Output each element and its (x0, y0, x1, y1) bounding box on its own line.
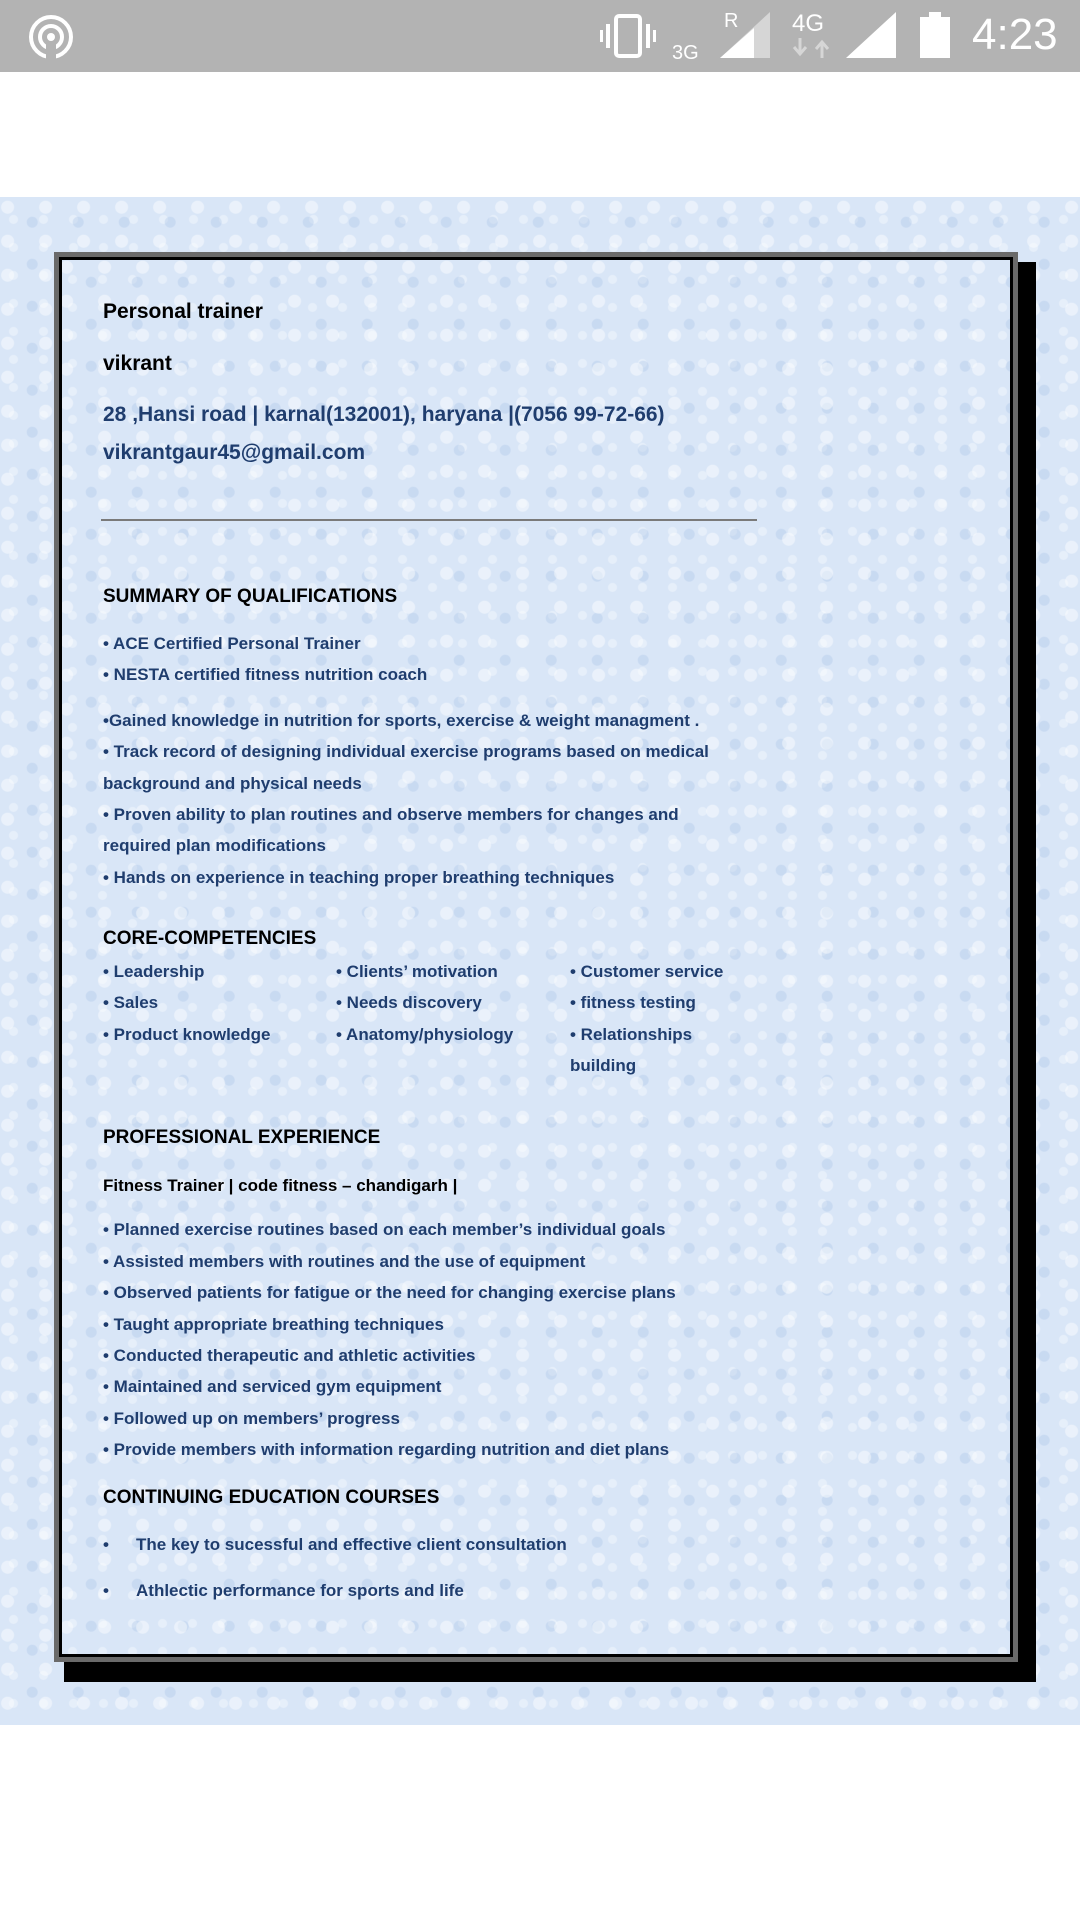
experience-item: • Provide members with information regarding nutrition and diet plans (103, 1440, 670, 1459)
summary-heading: SUMMARY OF QUALIFICATIONS (103, 586, 398, 607)
summary-item: • Track record of designing individual exercise programs based on medical (103, 742, 709, 761)
competency-item: • Needs discovery (336, 993, 482, 1012)
signal-icon (846, 12, 896, 58)
education-bullet: • (103, 1581, 109, 1600)
resume-email: vikrantgaur45@gmail.com (103, 441, 366, 464)
competency-item: • Leadership (103, 962, 205, 981)
experience-item: • Conducted therapeutic and athletic activities (103, 1346, 476, 1365)
battery-icon (920, 12, 950, 58)
job-title: Fitness Trainer | code fitness – chandigarh | (103, 1176, 458, 1195)
experience-heading: PROFESSIONAL EXPERIENCE (103, 1127, 381, 1148)
data-arrows-icon (792, 38, 832, 58)
competency-item: • Anatomy/physiology (336, 1025, 514, 1044)
competency-item: building (570, 1056, 637, 1075)
experience-item: • Followed up on members’ progress (103, 1409, 400, 1428)
experience-item: • Maintained and serviced gym equipment (103, 1377, 442, 1396)
network-3g-label: 3G (672, 42, 699, 64)
education-item: The key to sucessful and effective client consultation (136, 1535, 567, 1554)
competencies-heading: CORE-COMPETENCIES (103, 928, 317, 949)
experience-item: • Planned exercise routines based on each member’s individual goals (103, 1220, 666, 1239)
resume-address: 28 ,Hansi road | karnal(132001), haryana |(7056 99-72-66) (103, 403, 665, 426)
network-4g-label: 4G (792, 10, 825, 37)
competency-item: • Relationships (570, 1025, 693, 1044)
resume-title: Personal trainer (103, 300, 263, 323)
education-item: Athlectic performance for sports and life (136, 1581, 464, 1600)
summary-item: required plan modifications (103, 836, 326, 855)
vibrate-icon (600, 14, 656, 58)
competency-item: • fitness testing (570, 993, 696, 1012)
competency-item: • Clients’ motivation (336, 962, 498, 981)
summary-item: • ACE Certified Personal Trainer (103, 634, 361, 653)
roaming-label: R (724, 10, 739, 32)
competency-item: • Customer service (570, 962, 724, 981)
experience-item: • Taught appropriate breathing techniques (103, 1315, 444, 1334)
competency-item: • Sales (103, 993, 159, 1012)
experience-item: • Observed patients for fatigue or the need for changing exercise plans (103, 1283, 676, 1302)
divider (101, 519, 757, 521)
summary-item: • Hands on experience in teaching proper breathing techniques (103, 868, 615, 887)
summary-item: background and physical needs (103, 774, 362, 793)
summary-item: •Gained knowledge in nutrition for sports, exercise & weight managment . (103, 711, 700, 730)
education-heading: CONTINUING EDUCATION COURSES (103, 1487, 440, 1508)
education-bullet: • (103, 1535, 109, 1554)
hotspot-icon (28, 14, 74, 60)
summary-item: • Proven ability to plan routines and observe members for changes and (103, 805, 679, 824)
status-bar (0, 0, 1080, 72)
summary-item: • NESTA certified fitness nutrition coach (103, 665, 428, 684)
resume-name: vikrant (103, 352, 172, 375)
clock: 4:23 (972, 10, 1058, 59)
experience-item: • Assisted members with routines and the use of equipment (103, 1252, 586, 1271)
competency-item: • Product knowledge (103, 1025, 271, 1044)
